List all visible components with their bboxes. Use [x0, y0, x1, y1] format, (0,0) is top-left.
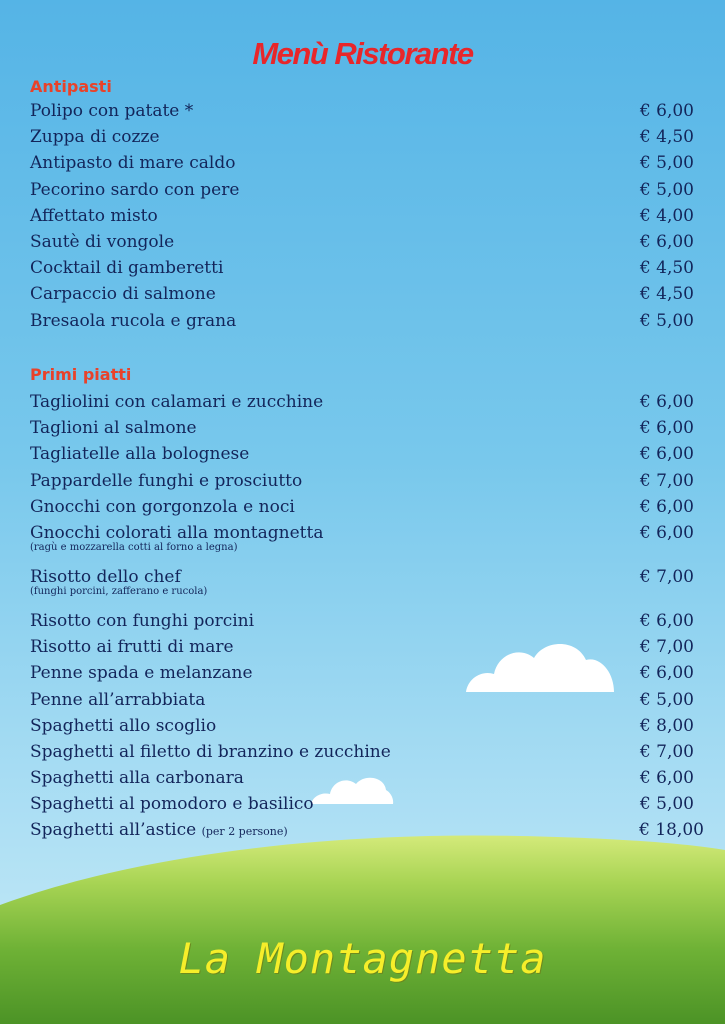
dish-price: € 6,00	[639, 522, 694, 543]
dish-name: Cocktail di gamberetti	[30, 258, 224, 279]
dish-name: Risotto dello chef	[30, 566, 181, 587]
dish-price: € 6,00	[639, 663, 694, 684]
dish-price: € 7,00	[639, 566, 694, 587]
dish-name: Carpaccio di salmone	[30, 284, 216, 305]
menu-item	[30, 793, 704, 819]
primi-list	[30, 391, 704, 846]
dish-price: € 7,00	[639, 470, 694, 491]
menu-item	[30, 715, 704, 741]
menu-item	[30, 443, 704, 469]
dish-price: € 6,00	[639, 392, 694, 412]
dish-name: Risotto ai frutti di mare	[30, 637, 234, 658]
dish-name	[30, 819, 288, 843]
dish-price: € 6,00	[639, 496, 694, 517]
dish-name: Affettato misto	[30, 205, 158, 226]
dish-price: € 8,00	[639, 715, 694, 736]
section-title-primi: Primi piatti	[30, 365, 132, 384]
section-title-antipasti: Antipasti	[30, 77, 112, 96]
dish-name: Tagliatelle alla bolognese	[30, 444, 250, 465]
menu-item	[30, 496, 704, 522]
menu-item	[30, 310, 704, 336]
menu-item	[30, 470, 704, 496]
dish-name-text: Spaghetti all’astice	[30, 820, 197, 841]
dish-note: (funghi porcini, zafferano e rucola)	[30, 585, 208, 597]
menu-item	[30, 636, 704, 662]
dish-name: Bresaola rucola e grana	[30, 310, 237, 331]
dish-price: € 6,00	[639, 768, 694, 789]
antipasti-list	[30, 100, 704, 336]
dish-name: Sautè di vongole	[30, 231, 175, 252]
menu-item	[30, 566, 704, 610]
menu-item	[30, 257, 704, 283]
dish-name: Gnocchi con gorgonzola e noci	[30, 496, 295, 517]
dish-price: € 4,00	[639, 205, 694, 226]
dish-name: Tagliolini con calamari e zucchine	[30, 392, 324, 412]
dish-name: Spaghetti alla carbonara	[30, 768, 244, 789]
dish-price: € 6,00	[639, 231, 694, 252]
dish-price: € 6,00	[639, 101, 694, 121]
menu-item	[30, 126, 704, 152]
dish-price: € 5,00	[639, 153, 694, 174]
menu-item	[30, 689, 704, 715]
menu-item	[30, 767, 704, 793]
dish-price: € 4,50	[639, 258, 694, 279]
restaurant-logo-text: La Montagnetta	[178, 934, 547, 983]
dish-name: Pecorino sardo con pere	[30, 179, 240, 200]
menu-item	[30, 152, 704, 178]
dish-price: € 5,00	[639, 310, 694, 331]
page-title: Menù Ristorante	[252, 36, 473, 71]
dish-price: € 6,00	[639, 444, 694, 465]
menu-item	[30, 741, 704, 767]
dish-inline-note: (per 2 persone)	[201, 825, 288, 839]
dish-name: Zuppa di cozze	[30, 127, 160, 148]
dish-price: € 4,50	[639, 127, 694, 148]
grass-hill	[0, 830, 725, 1024]
menu-item	[30, 179, 704, 205]
dish-price: € 5,00	[639, 794, 694, 815]
menu-item	[30, 391, 704, 417]
dish-price: € 6,00	[639, 610, 694, 631]
dish-price: € 5,00	[639, 179, 694, 200]
dish-price: € 5,00	[639, 689, 694, 710]
dish-price: € 7,00	[639, 637, 694, 658]
menu-item	[30, 205, 704, 231]
dish-name: Polipo con patate *	[30, 101, 194, 121]
dish-price: € 6,00	[639, 418, 694, 439]
dish-name: Antipasto di mare caldo	[30, 153, 236, 174]
dish-name: Spaghetti al pomodoro e basilico	[30, 794, 314, 815]
dish-price: € 18,00	[639, 820, 704, 841]
dish-name: Taglioni al salmone	[30, 418, 197, 439]
dish-name: Risotto con funghi porcini	[30, 610, 255, 631]
menu-item	[30, 610, 704, 636]
dish-name: Penne spada e melanzane	[30, 663, 253, 684]
menu-item	[30, 100, 704, 126]
menu-item	[30, 819, 704, 845]
menu-item	[30, 417, 704, 443]
dish-price: € 4,50	[639, 284, 694, 305]
menu-item	[30, 231, 704, 257]
dish-note: (ragù e mozzarella cotti al forno a legna)	[30, 541, 238, 553]
dish-name: Gnocchi colorati alla montagnetta	[30, 522, 324, 543]
menu-item	[30, 522, 704, 566]
menu-item	[30, 662, 704, 688]
dish-name: Spaghetti allo scoglio	[30, 715, 217, 736]
menu-item	[30, 283, 704, 309]
dish-price: € 7,00	[639, 741, 694, 762]
dish-name: Spaghetti al filetto di branzino e zucchine	[30, 741, 391, 762]
dish-name: Pappardelle funghi e prosciutto	[30, 470, 303, 491]
dish-name: Penne all’arrabbiata	[30, 689, 206, 710]
